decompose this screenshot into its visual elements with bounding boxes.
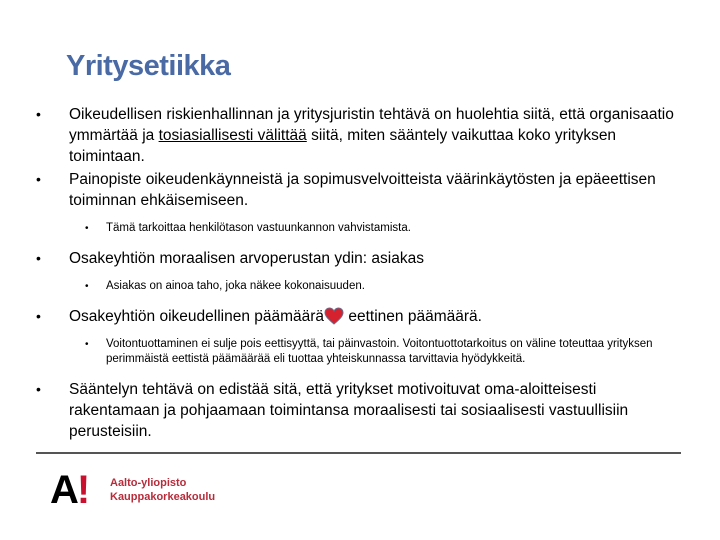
bullet-1 bbox=[36, 104, 686, 167]
bullet-1-text-pre: Oikeudellisen riskienhallinnan ja yritysjuristin tehtävä on huolehtia siitä, että organisaatio ymmärtää ja bbox=[69, 106, 674, 144]
slide-title: Yritysetiikka bbox=[66, 50, 231, 82]
bullet-4-text-post: eettinen päämäärä. bbox=[344, 308, 482, 325]
sub-bullet-dot: • bbox=[85, 339, 89, 350]
sub-bullet-dot: • bbox=[85, 223, 89, 234]
sub-bullet-2 bbox=[36, 221, 686, 236]
bullet-1-text-post: siitä, miten sääntely vaikuttaa koko yrityksen toimintaan. bbox=[69, 127, 617, 165]
logo-exclamation: ! bbox=[76, 468, 89, 512]
sub-bullet-3-text: Asiakas on ainoa taho, joka näkee kokonaisuuden. bbox=[106, 280, 365, 292]
bullet-1-underlined: tosiasiallisesti välittää bbox=[158, 127, 307, 144]
bullet-4 bbox=[36, 306, 686, 327]
bullet-list bbox=[36, 104, 686, 444]
footer-divider bbox=[36, 452, 681, 454]
bullet-3 bbox=[36, 248, 686, 269]
bullet-2-text: Painopiste oikeudenkäynneistä ja sopimusvelvoitteista väärinkäytösten ja epäeettisen toiminnan ehkäisemiseen. bbox=[69, 171, 656, 209]
bullet-dot: • bbox=[36, 381, 41, 397]
bullet-3-text: Osakeyhtiön moraalisen arvoperustan ydin: asiakas bbox=[69, 250, 424, 267]
bullet-dot: • bbox=[36, 171, 41, 187]
bullet-dot: • bbox=[36, 106, 41, 122]
bullet-2 bbox=[36, 169, 686, 211]
org-line-1: Aalto-yliopisto bbox=[110, 477, 187, 489]
aalto-logo bbox=[50, 470, 88, 510]
bullet-dot: • bbox=[36, 308, 41, 324]
sub-bullet-4 bbox=[36, 337, 686, 367]
bullet-5 bbox=[36, 379, 686, 442]
bullet-5-text: Sääntelyn tehtävä on edistää sitä, että yritykset motivoituvat oma-aloitteisesti rakentamaan ja pohjaamaan toimintansa moraalisesti tai sosiaalisesti vastuullisiin perusteisiin. bbox=[69, 381, 629, 440]
org-line-2: Kauppakorkeakoulu bbox=[110, 491, 216, 503]
bullet-4-text-pre: Osakeyhtiön oikeudellinen päämäärä bbox=[69, 308, 325, 325]
sub-bullet-2-text: Tämä tarkoittaa henkilötason vastuunkannon vahvistamista. bbox=[106, 222, 411, 234]
heart-icon bbox=[324, 307, 344, 325]
bullet-dot: • bbox=[36, 250, 41, 266]
organization-name bbox=[110, 476, 215, 504]
sub-bullet-dot: • bbox=[85, 281, 89, 292]
logo-letter: A bbox=[50, 468, 77, 512]
sub-bullet-4-text: Voitontuottaminen ei sulje pois eettisyyttä, tai päinvastoin. Voitontuottotarkoitus on väline toteuttaa yrityksen perimmäistä eettistä päämäärää eli tuottaa yhteiskunnassa tarvittavia hyödykkeitä. bbox=[106, 338, 653, 365]
sub-bullet-3 bbox=[36, 279, 686, 294]
